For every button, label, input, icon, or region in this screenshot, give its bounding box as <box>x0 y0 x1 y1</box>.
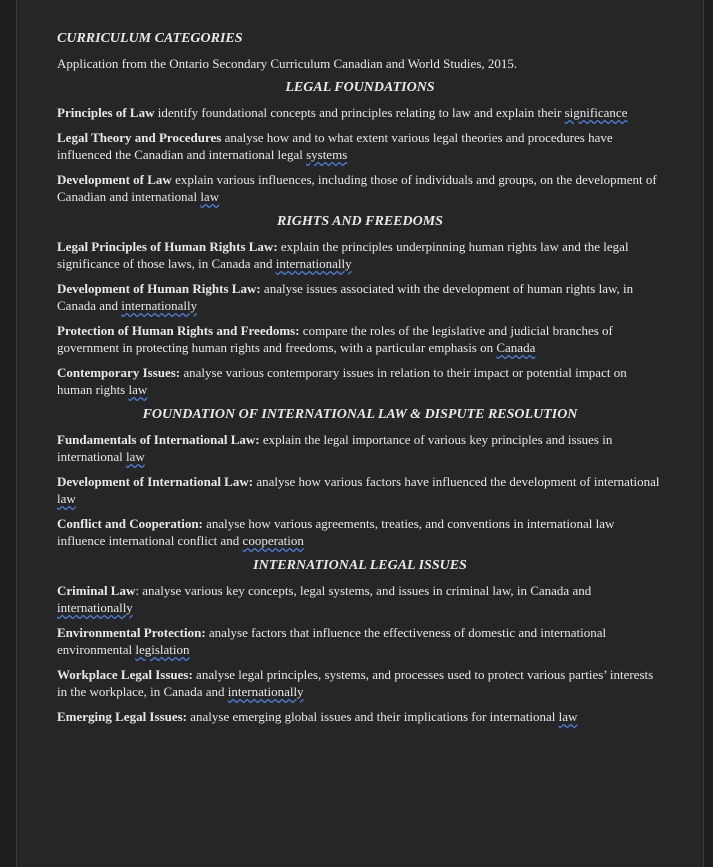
spellcheck-flagged-word[interactable]: internationally <box>275 256 352 271</box>
item-term: Contemporary Issues: <box>57 365 181 380</box>
item-description: compare the roles of the legislative and judicial branches of government in protecting human rights and freedoms, with a particular emphasis on <box>57 323 613 355</box>
document-body[interactable] <box>57 30 663 733</box>
document-title: CURRICULUM CATEGORIES <box>57 31 243 46</box>
item-description: analyse how various factors have influenced the development of international <box>253 474 660 489</box>
curriculum-item <box>57 364 663 398</box>
section-heading: INTERNATIONAL LEGAL ISSUES <box>253 558 467 573</box>
item-description: analyse legal principles, systems, and processes used to protect various parties’ interests in the workplace, in Canada and <box>57 667 654 699</box>
curriculum-item <box>57 582 663 616</box>
item-description: explain various influences, including those of individuals and groups, on the development of Canadian and international <box>57 172 657 204</box>
section-heading: RIGHTS AND FREEDOMS <box>277 214 443 229</box>
curriculum-item <box>57 624 663 658</box>
item-term: Principles of Law <box>57 105 155 120</box>
item-term: Criminal Law <box>57 583 136 598</box>
item-term: Environmental Protection: <box>57 625 206 640</box>
item-description: analyse issues associated with the development of human rights law, in Canada and <box>57 281 634 313</box>
spellcheck-flagged-word[interactable]: legislation <box>135 642 190 657</box>
item-term: Development of Human Rights Law: <box>57 281 261 296</box>
curriculum-item <box>57 708 663 725</box>
item-term: Emerging Legal Issues: <box>57 709 187 724</box>
item-description: analyse how various agreements, treaties, and conventions in international law influence international conflict and <box>57 516 615 548</box>
curriculum-item <box>57 171 663 205</box>
spellcheck-flagged-word[interactable]: law <box>200 189 220 204</box>
item-description: analyse how and to what extent various legal theories and procedures have influenced the Canadian and international legal <box>57 130 613 162</box>
spellcheck-flagged-word[interactable]: Canada <box>496 340 536 355</box>
spellcheck-flagged-word[interactable]: law <box>57 491 76 506</box>
spellcheck-flagged-word[interactable]: law <box>125 449 145 464</box>
curriculum-item <box>57 473 663 507</box>
item-term: Legal Principles of Human Rights Law: <box>57 239 278 254</box>
curriculum-item <box>57 238 663 272</box>
sections-container <box>57 79 663 725</box>
spellcheck-flagged-word[interactable]: internationally <box>227 684 304 699</box>
curriculum-item <box>57 280 663 314</box>
item-term: Development of International Law: <box>57 474 254 489</box>
spellcheck-flagged-word[interactable]: systems <box>306 147 348 162</box>
spellcheck-flagged-word[interactable]: internationally <box>57 600 133 615</box>
item-description: analyse factors that influence the effectiveness of domestic and international environmental <box>57 625 607 657</box>
item-description: analyse various contemporary issues in relation to their impact or potential impact on human rights <box>57 365 627 397</box>
curriculum-item <box>57 666 663 700</box>
curriculum-item <box>57 129 663 163</box>
item-term: Workplace Legal Issues: <box>57 667 193 682</box>
item-term: Fundamentals of International Law: <box>57 432 260 447</box>
item-term: Conflict and Cooperation: <box>57 516 203 531</box>
section-heading: LEGAL FOUNDATIONS <box>285 80 435 95</box>
curriculum-item <box>57 515 663 549</box>
spellcheck-flagged-word[interactable]: law <box>558 709 578 724</box>
item-term: Protection of Human Rights and Freedoms: <box>57 323 300 338</box>
intro-paragraph: Application from the Ontario Secondary Curriculum Canadian and World Studies, 2015. <box>57 56 518 71</box>
item-description: : analyse various key concepts, legal systems, and issues in criminal law, in Canada and <box>135 583 592 598</box>
item-term: Legal Theory and Procedures <box>57 130 222 145</box>
curriculum-item <box>57 431 663 465</box>
item-description: identify foundational concepts and principles relating to law and explain their <box>154 105 565 120</box>
section-heading: FOUNDATION OF INTERNATIONAL LAW & DISPUTE RESOLUTION <box>142 407 578 422</box>
spellcheck-flagged-word[interactable]: law <box>128 382 148 397</box>
spellcheck-flagged-word[interactable]: internationally <box>121 298 198 313</box>
item-description: analyse emerging global issues and their implications for international <box>187 709 559 724</box>
curriculum-item <box>57 104 663 121</box>
item-description: explain the legal importance of various key principles and issues in international <box>57 432 613 464</box>
spellcheck-flagged-word[interactable]: cooperation <box>242 533 304 548</box>
item-term: Development of Law <box>57 172 172 187</box>
spellcheck-flagged-word[interactable]: significance <box>564 105 628 120</box>
document-page <box>16 0 704 867</box>
curriculum-item <box>57 322 663 356</box>
item-description: explain the principles underpinning human rights law and the legal significance of those laws, in Canada and <box>57 239 629 271</box>
